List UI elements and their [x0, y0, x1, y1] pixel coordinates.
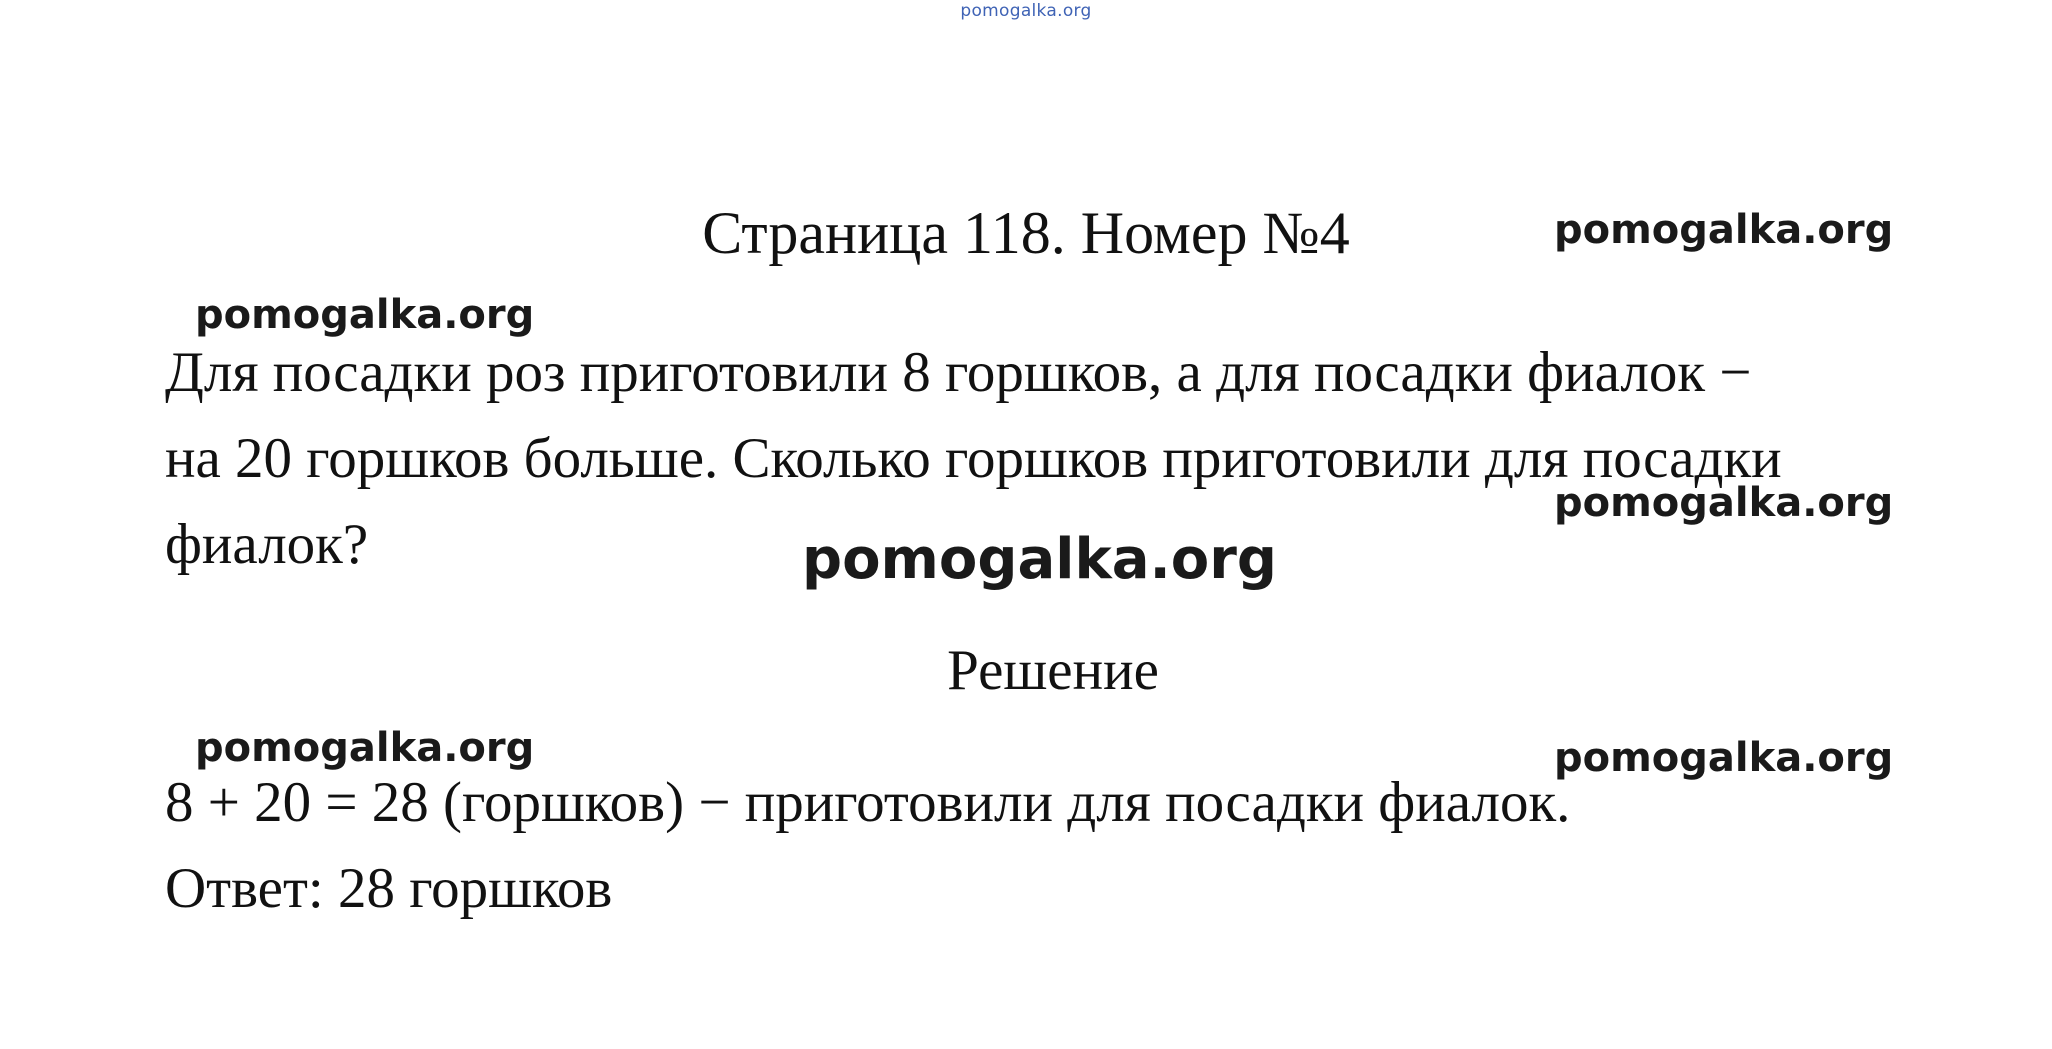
- solution-equation: 8 + 20 = 28 (горшков) − приготовили для посадки фиалок.: [165, 771, 1571, 834]
- header-site-url: pomogalka.org: [960, 1, 1092, 21]
- watermark: pomogalka.org: [195, 725, 535, 771]
- watermark: pomogalka.org: [1554, 735, 1894, 781]
- watermark: pomogalka.org: [1554, 207, 1894, 253]
- problem-line: фиалок?: [165, 513, 369, 576]
- problem-line: на 20 горшков больше. Сколько горшков приготовили для посадки: [165, 427, 1782, 490]
- watermark: pomogalka.org: [1554, 480, 1894, 526]
- answer-line: Ответ: 28 горшков: [165, 857, 613, 920]
- watermark-large: pomogalka.org: [802, 527, 1277, 592]
- page-title: Страница 118. Номер №4: [702, 200, 1350, 266]
- watermark: pomogalka.org: [195, 292, 535, 338]
- solution-heading: Решение: [947, 639, 1159, 702]
- problem-line: Для посадки роз приготовили 8 горшков, а для посадки фиалок −: [165, 341, 1752, 404]
